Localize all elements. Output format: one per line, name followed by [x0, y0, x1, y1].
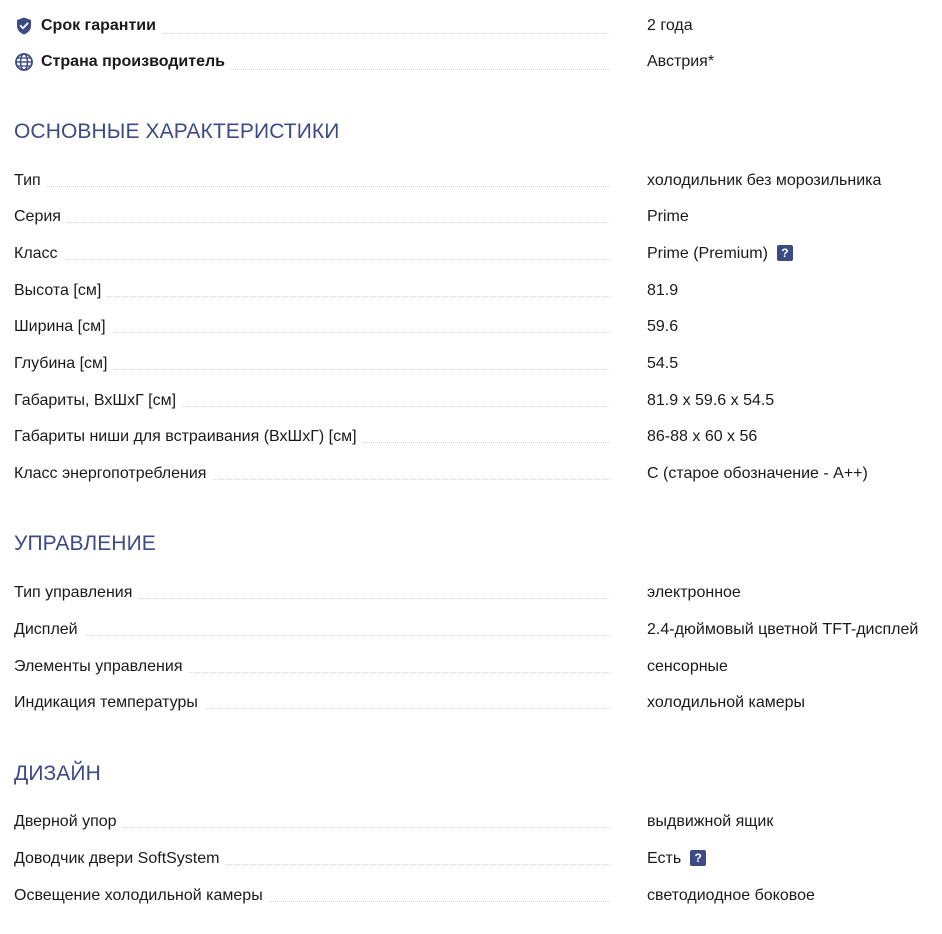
help-icon[interactable]: ? — [777, 245, 793, 261]
spec-label: Класс — [14, 241, 64, 267]
spec-value: выдвижной ящик — [647, 813, 774, 830]
spec-row — [14, 654, 934, 680]
spec-label: Тип — [14, 168, 47, 194]
spec-row — [14, 388, 934, 414]
spec-label: Класс энергопотребления — [14, 461, 212, 487]
spec-value: сенсорные — [647, 658, 728, 675]
spec-value: 59.6 — [647, 318, 679, 335]
spec-row — [14, 168, 934, 194]
spec-value: 54.5 — [647, 355, 679, 372]
spec-row — [14, 351, 934, 377]
section-title-main: ОСНОВНЫЕ ХАРАКТЕРИСТИКИ — [14, 120, 340, 143]
spec-value: 2.4-дюймовый цветной TFT-дисплей — [647, 621, 919, 638]
shield-check-icon — [14, 16, 34, 36]
spec-label: Дисплей — [14, 617, 84, 643]
spec-row — [14, 314, 934, 340]
spec-value: светодиодное боковое — [647, 887, 815, 904]
spec-value: 81.9 — [647, 282, 679, 299]
spec-row-country — [14, 49, 934, 75]
spec-label: Тип управления — [14, 580, 138, 606]
spec-label: Серия — [14, 204, 67, 230]
spec-row — [14, 809, 934, 835]
spec-value: Prime — [647, 208, 689, 225]
spec-label: Габариты ниши для встраивания (ВхШхГ) [см] — [14, 424, 363, 450]
spec-label: Освещение холодильной камеры — [14, 883, 269, 909]
spec-row — [14, 883, 934, 909]
spec-label: Доводчик двери SoftSystem — [14, 846, 225, 872]
spec-label: Элементы управления — [14, 654, 188, 680]
spec-label: Срок гарантии — [14, 13, 162, 39]
spec-value: Prime (Premium) — [647, 245, 768, 262]
dotted-leader — [14, 635, 610, 636]
section-title-design: ДИЗАЙН — [14, 762, 101, 785]
dotted-leader — [14, 259, 610, 260]
spec-value: 86-88 x 60 x 56 — [647, 428, 758, 445]
globe-icon — [14, 52, 34, 72]
spec-row — [14, 424, 934, 450]
spec-value: Австрия* — [647, 53, 715, 70]
spec-row — [14, 617, 934, 643]
dotted-leader — [14, 222, 610, 223]
spec-row — [14, 846, 934, 872]
spec-row — [14, 278, 934, 304]
spec-label: Высота [см] — [14, 278, 107, 304]
spec-value: 81.9 x 59.6 x 54.5 — [647, 392, 775, 409]
section-title-control: УПРАВЛЕНИЕ — [14, 532, 156, 555]
spec-value-with-help — [647, 846, 706, 872]
spec-row — [14, 204, 934, 230]
spec-value-with-help — [647, 241, 793, 267]
spec-label: Страна производитель — [14, 49, 231, 75]
spec-row — [14, 580, 934, 606]
spec-label: Габариты, ВхШхГ [см] — [14, 388, 182, 414]
spec-row — [14, 461, 934, 487]
spec-value: Есть — [647, 850, 682, 867]
spec-row — [14, 241, 934, 267]
spec-label: Ширина [см] — [14, 314, 112, 340]
spec-value: C (старое обозначение - A++) — [647, 465, 868, 482]
spec-row — [14, 690, 934, 716]
spec-value: холодильной камеры — [647, 694, 806, 711]
spec-row-warranty — [14, 13, 934, 39]
spec-label: Дверной упор — [14, 809, 123, 835]
spec-label: Индикация температуры — [14, 690, 204, 716]
dotted-leader — [14, 186, 610, 187]
spec-value: 2 года — [647, 17, 693, 34]
spec-value: электронное — [647, 584, 741, 601]
spec-label: Глубина [см] — [14, 351, 113, 377]
spec-value: холодильник без морозильника — [647, 172, 882, 189]
help-icon[interactable]: ? — [690, 850, 706, 866]
